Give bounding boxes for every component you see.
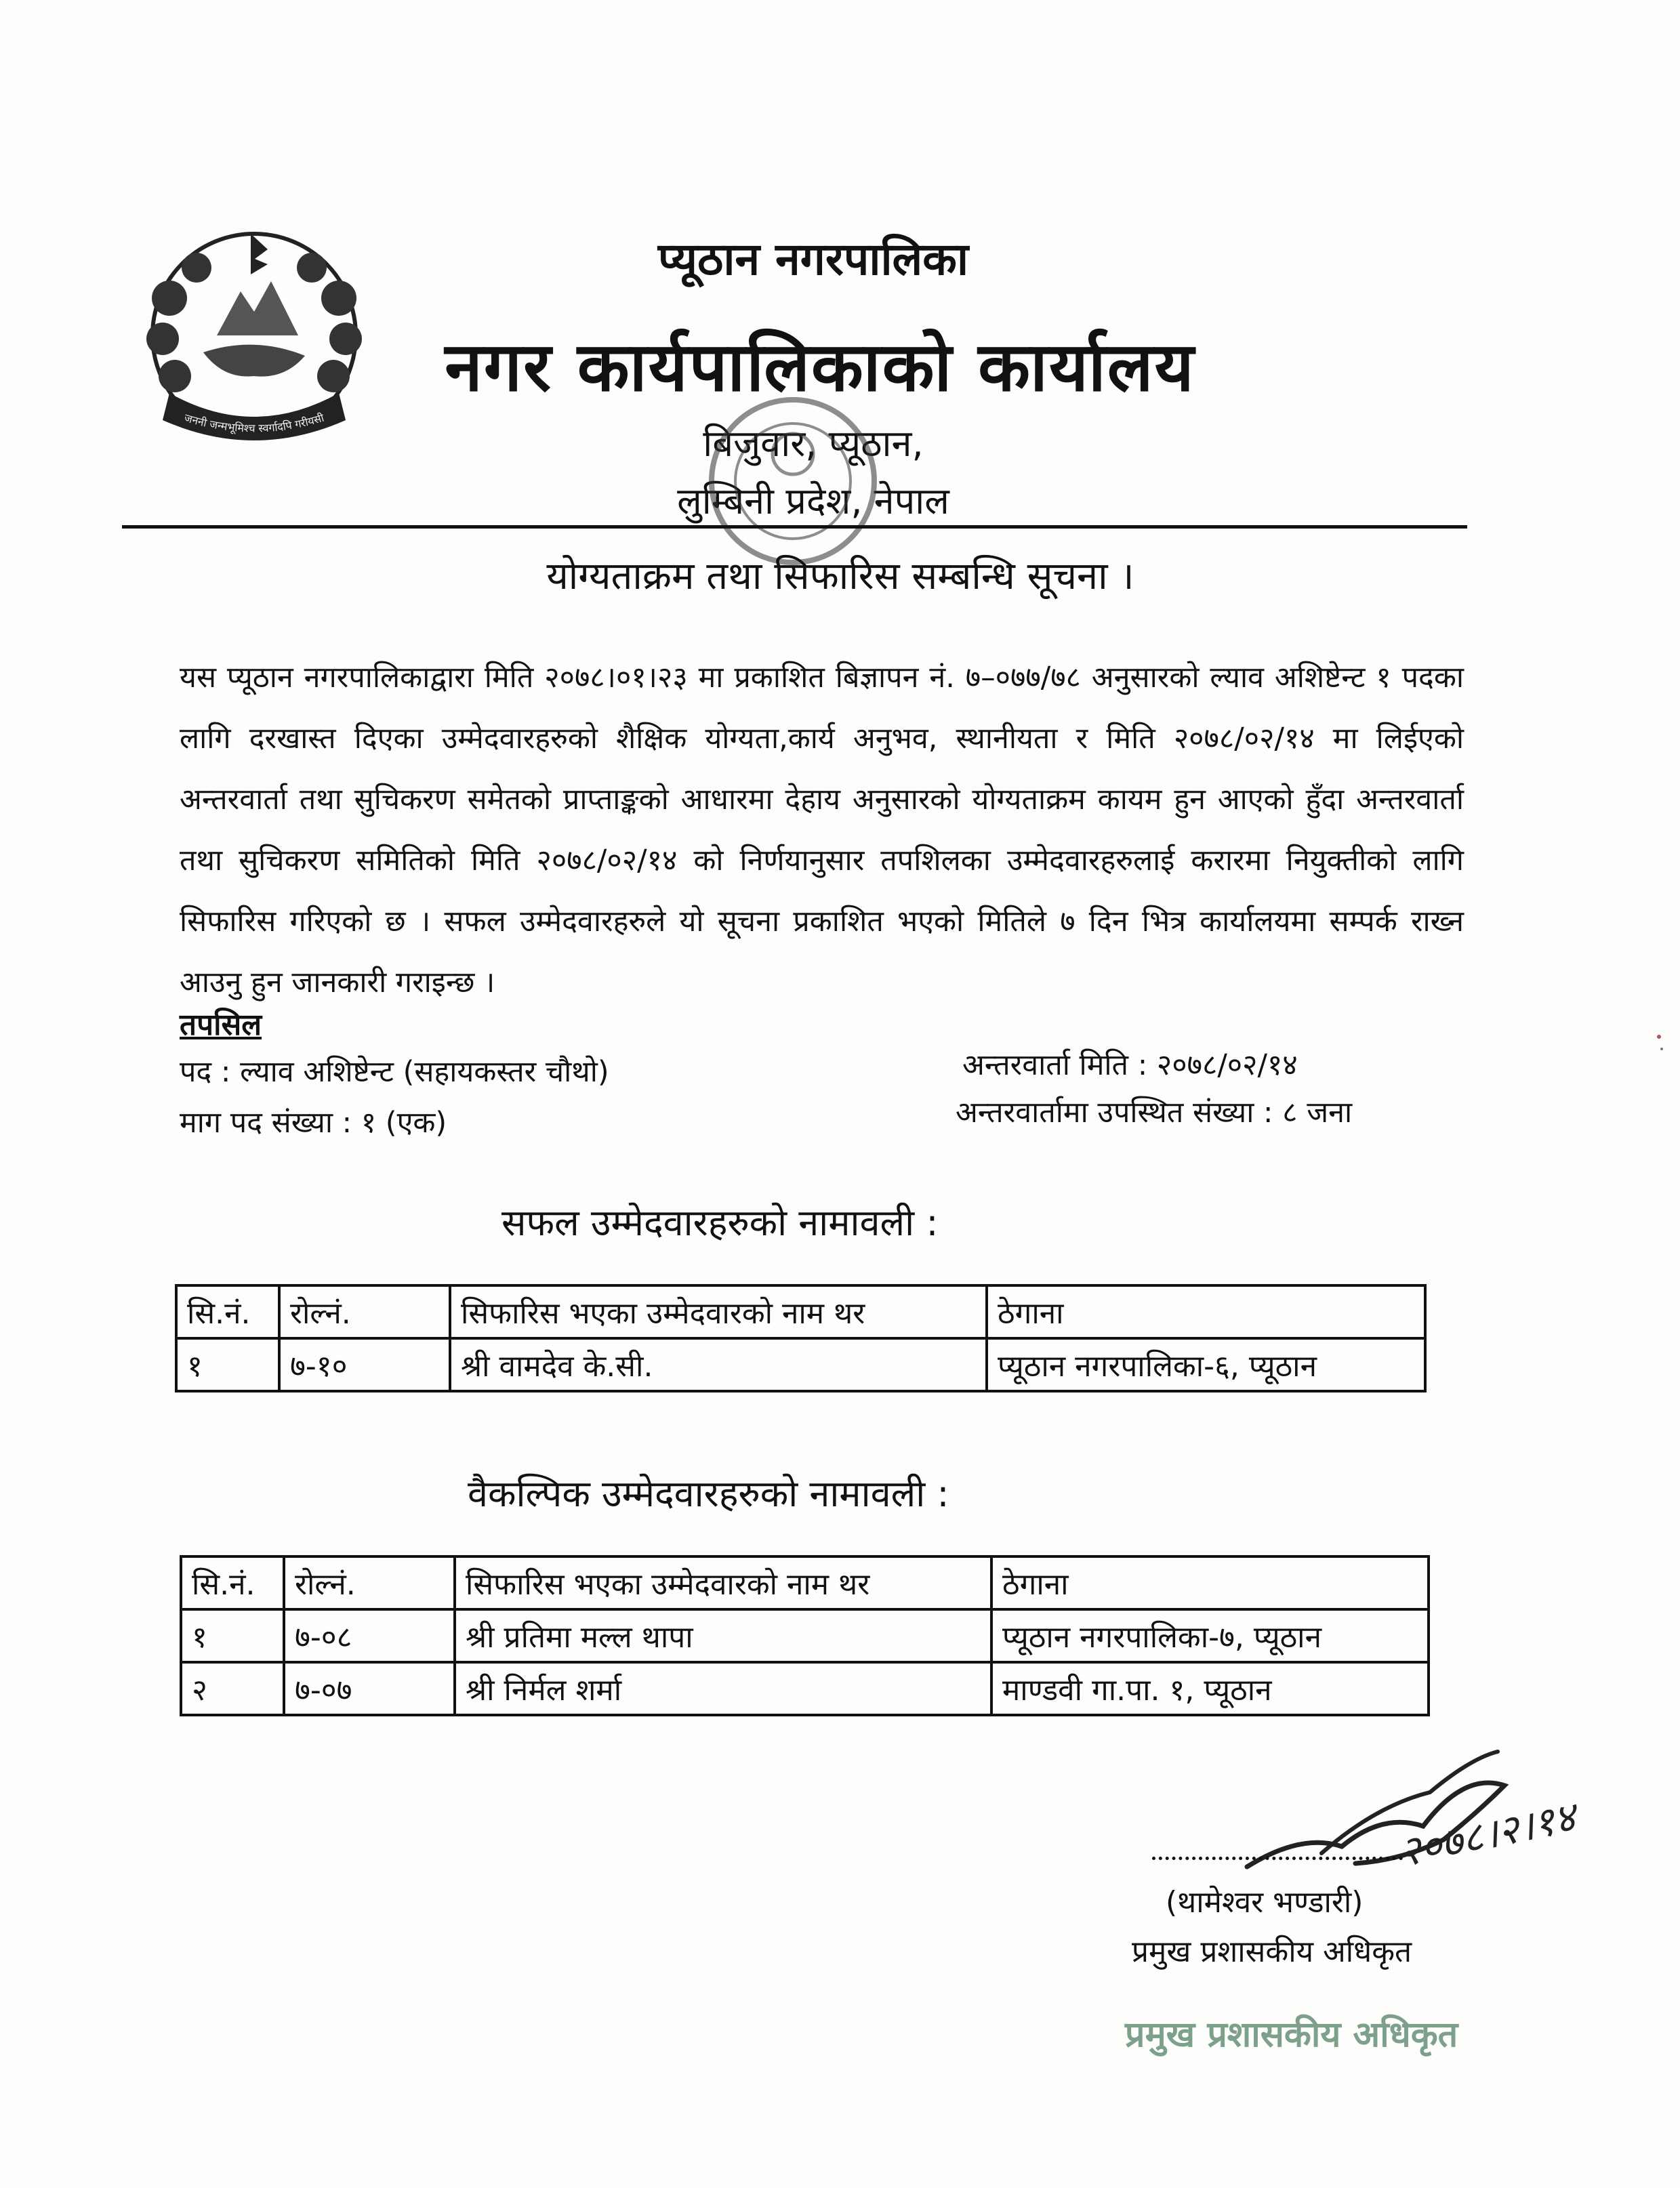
notice-title: योग्यताक्रम तथा सिफारिस सम्बन्धि सूचना ।	[546, 554, 1134, 598]
office-name: नगर कार्यपालिकाको कार्यालय	[445, 327, 1195, 407]
handwritten-signature	[1220, 1731, 1599, 1887]
header-address: ठेगाना	[987, 1285, 1425, 1338]
cell-candidate-name: श्री वामदेव के.सी.	[450, 1338, 987, 1391]
signature-date: २०७८।२।१४	[1395, 1793, 1580, 1877]
municipality-name: प्यूठान नगरपालिका	[657, 233, 969, 285]
table-row	[176, 1338, 1425, 1391]
notice-body-paragraph: यस प्यूठान नगरपालिकाद्वारा मिति २०७८।०१।२३ मा प्रकाशित बिज्ञापन नं. ७–०७७/७८ अनुसारको ल्याव अशिष्टेन्ट १ पदका लागि दरखास्त दिएका उम्मेदवारहरुको शैक्षिक योग्यता,कार्य अनुभव, स्थानीयता र मिति २०७८/०२/१४ मा लिईएको अन्तरवार्ता तथा सुचिकरण समेतको प्राप्ताङ्कको आधारमा देहाय अनुसारको योग्यताक्रम कायम हुन आएको हुँदा अन्तरवार्ता तथा सुचिकरण समितिको मिति २०७८/०२/१४ को निर्णयानुसार तपशिलका उम्मेदवारहरुलाई करारमा नियुक्तीको लागि सिफारिस गरिएको छ । सफल उम्मेदवारहरुले यो सूचना प्रकाशित भएको मितिले ७ दिन भित्र कार्यालयमा सम्पर्क राख्न आउनु हुन जानकारी गराइन्छ ।	[180, 661, 1464, 999]
table-row	[181, 1662, 1429, 1715]
successful-candidates-title: सफल उम्मेदवारहरुको नामावली :	[501, 1201, 939, 1244]
successful-candidates-table	[175, 1284, 1427, 1392]
header-candidate-name: सिफारिस भएका उम्मेदवारको नाम थर	[450, 1285, 987, 1338]
alternate-candidates-table	[180, 1555, 1430, 1716]
interview-date: अन्तरवार्ता मिति : २०७८/०२/१४	[962, 1048, 1298, 1082]
address-line-1: बिजुवार, प्यूठान,	[703, 422, 924, 465]
demand-post-count: माग पद संख्या : १ (एक)	[180, 1106, 447, 1140]
cell-address: माण्डवी गा.पा. १, प्यूठान	[991, 1662, 1429, 1715]
cell-serial: २	[181, 1662, 284, 1715]
header-serial: सि.नं.	[176, 1285, 279, 1338]
cell-candidate-name: श्री प्रतिमा मल्ल थापा	[455, 1609, 991, 1662]
header-serial: सि.नं.	[181, 1556, 284, 1609]
cell-serial: १	[176, 1338, 279, 1391]
header-roll: रोल्नं.	[279, 1285, 450, 1338]
cell-roll: ७-०८	[284, 1609, 455, 1662]
cell-candidate-name: श्री निर्मल शर्मा	[455, 1662, 991, 1715]
header-divider	[122, 525, 1467, 529]
alternate-candidates-title: वैकल्पिक उम्मेदवारहरुको नामावली :	[468, 1472, 949, 1515]
cell-address: प्यूठान नगरपालिका-७, प्यूठान	[991, 1609, 1429, 1662]
header-address: ठेगाना	[991, 1556, 1429, 1609]
header-candidate-name: सिफारिस भएका उम्मेदवारको नाम थर	[455, 1556, 991, 1609]
signatory-designation: प्रमुख प्रशासकीय अधिकृत	[1132, 1935, 1412, 1969]
table-row	[181, 1609, 1429, 1662]
cell-serial: १	[181, 1609, 284, 1662]
cell-address: प्यूठान नगरपालिका-६, प्यूठान	[987, 1338, 1425, 1391]
scan-speck	[1654, 1030, 1667, 1057]
emblem-motto-text: जननी जन्मभूमिश्च स्वर्गादपि गरीयसी	[182, 411, 326, 435]
details-heading: तपसिल	[180, 1008, 262, 1042]
nepal-emblem-logo	[122, 217, 386, 461]
signature-dotted-line	[1152, 1857, 1403, 1860]
cell-roll: ७-०७	[284, 1662, 455, 1715]
table-header-row	[181, 1556, 1429, 1609]
cell-roll: ७-१०	[279, 1338, 450, 1391]
address-line-2: लुम्बिनी प्रदेश, नेपाल	[677, 480, 949, 522]
designation-stamp: प्रमुख प्रशासकीय अधिकृत	[1125, 2015, 1458, 2055]
header-roll: रोल्नं.	[284, 1556, 455, 1609]
table-header-row	[176, 1285, 1425, 1338]
post-name: पद : ल्याव अशिष्टेन्ट (सहायकस्तर चौथो)	[180, 1055, 609, 1089]
signatory-name: (थामेश्वर भण्डारी)	[1166, 1885, 1364, 1920]
interview-attendance-count: अन्तरवार्तामा उपस्थित संख्या : ८ जना	[956, 1096, 1353, 1130]
